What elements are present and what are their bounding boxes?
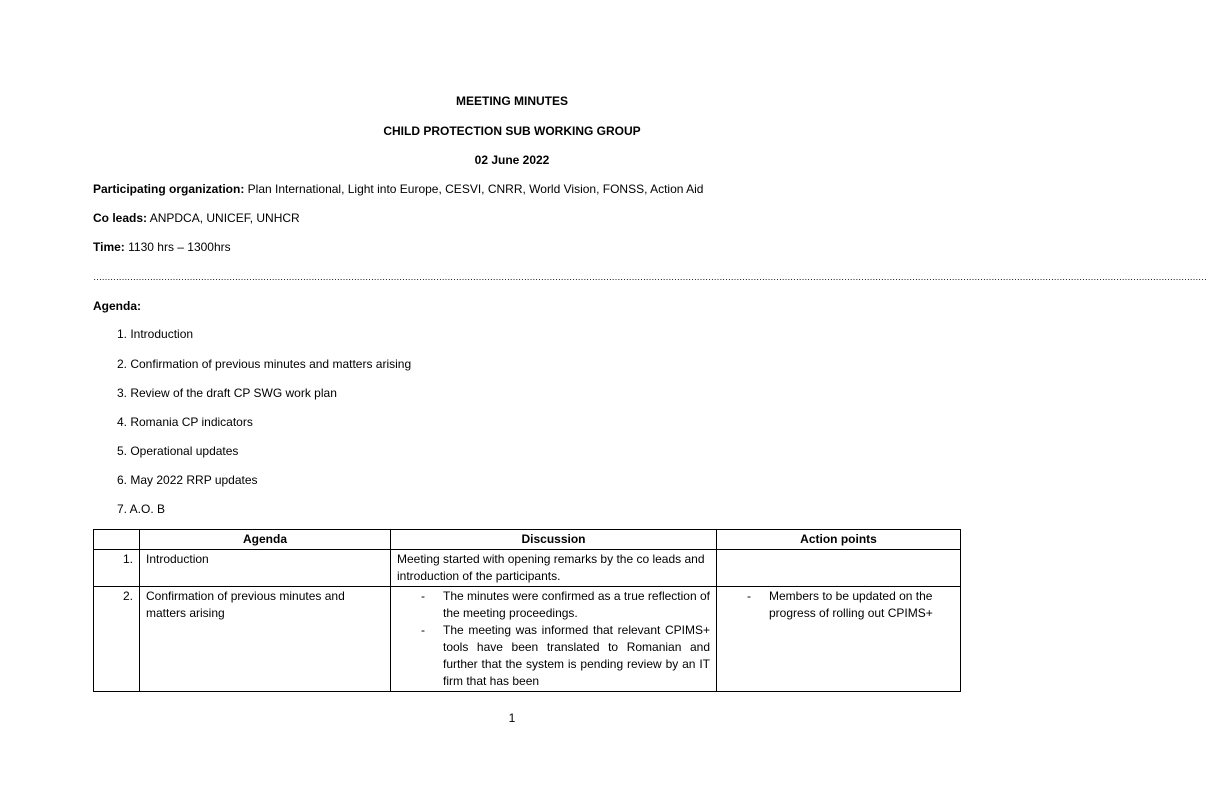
table-header-row <box>94 530 961 550</box>
agenda-item: 6. May 2022 RRP updates <box>117 473 258 487</box>
document-subtitle: CHILD PROTECTION SUB WORKING GROUP <box>383 124 641 138</box>
dotted-separator: …………………………………………………………………………………………………………………………………………………………………………………………………………………………………………………………………………………………………………………………………………………………… <box>93 272 1207 282</box>
agenda-item: 4. Romania CP indicators <box>117 415 253 429</box>
discussion-point: - The minutes were confirmed as a true reflection of the meeting proceedings. <box>397 588 710 622</box>
agenda-item: 5. Operational updates <box>117 444 239 458</box>
row-agenda: Confirmation of previous minutes and matters arising <box>140 587 391 692</box>
header-action-points: Action points <box>717 530 961 550</box>
row-action-points <box>717 550 961 587</box>
action-list <box>723 588 954 622</box>
meeting-time <box>93 240 231 254</box>
row-discussion <box>391 587 717 692</box>
participating-organizations <box>93 182 703 196</box>
agenda-item: 2. Confirmation of previous minutes and matters arising <box>117 357 412 371</box>
time-value: 1130 hrs – 1300hrs <box>124 240 231 254</box>
row-number: 2. <box>94 587 140 692</box>
co-leads <box>93 211 300 225</box>
row-action-points <box>717 587 961 692</box>
time-label: Time: <box>93 240 125 254</box>
header-number <box>94 530 140 550</box>
participating-value: Plan International, Light into Europe, CESVI, CNRR, World Vision, FONSS, Action Aid <box>244 182 704 196</box>
row-number: 1. <box>94 550 140 587</box>
table-row <box>94 587 961 692</box>
coleads-label: Co leads: <box>93 211 148 225</box>
header-agenda: Agenda <box>140 530 391 550</box>
agenda-item: 7. A.O. B <box>117 502 166 516</box>
agenda-item: 3. Review of the draft CP SWG work plan <box>117 386 337 400</box>
meeting-date: 02 June 2022 <box>474 153 550 167</box>
table-row <box>94 550 961 587</box>
row-agenda: Introduction <box>140 550 391 587</box>
page-number: 1 <box>508 711 516 725</box>
header-discussion: Discussion <box>391 530 717 550</box>
discussion-list <box>397 588 710 690</box>
minutes-table <box>93 529 961 692</box>
discussion-point: - The meeting was informed that relevant CPIMS+ tools have been translated to Romanian and further that the system is pending review by an IT firm that has been <box>397 622 710 690</box>
coleads-value: ANPDCA, UNICEF, UNHCR <box>147 211 300 225</box>
agenda-heading: Agenda: <box>93 299 141 313</box>
row-discussion: Meeting started with opening remarks by the co leads and introduction of the participants. <box>391 550 717 587</box>
agenda-item: 1. Introduction <box>117 327 194 341</box>
document-title: MEETING MINUTES <box>455 94 568 108</box>
participating-label: Participating organization: <box>93 182 245 196</box>
action-point: - Members to be updated on the progress of rolling out CPIMS+ <box>723 588 954 622</box>
